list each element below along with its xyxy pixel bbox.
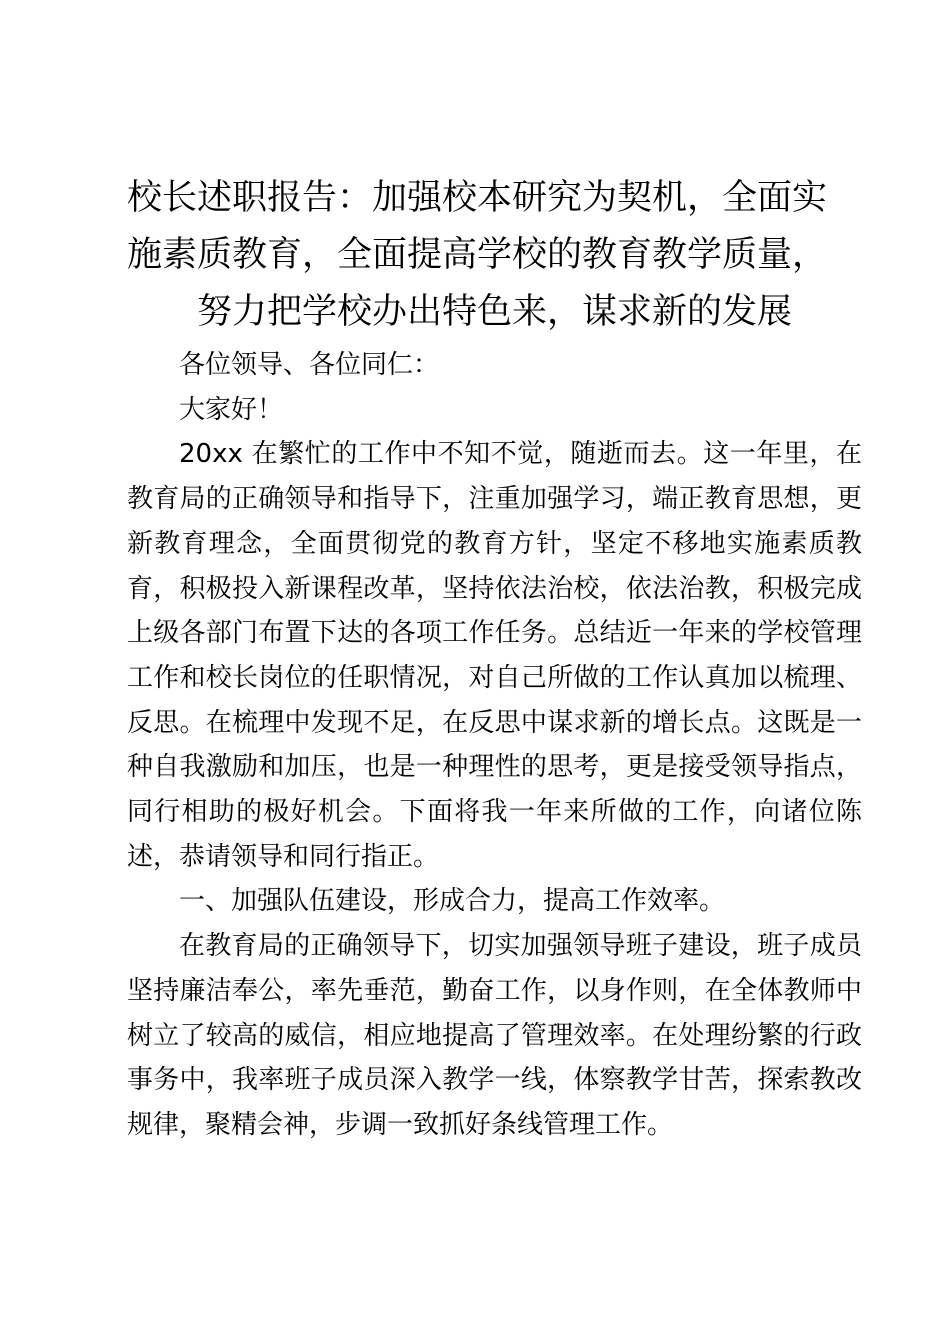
title-line-3: 努力把学校办出特色来，谋求新的发展 — [196, 292, 792, 332]
document-title — [127, 170, 862, 341]
section-1-heading: 一、加强队伍建设，形成合力，提高工作效率。 — [179, 886, 726, 917]
document-body — [127, 170, 862, 1148]
intro-paragraph: 20xx 在繁忙的工作中不知不觉，随逝而去。这一年里，在教育局的正确领导和指导下，注重加强学习，端正教育思想，更新教育理念，全面贯彻党的教育方针，坚定不移地实施素质教育，积极投入新课程改革，坚持依法治校，依法治教，积极完成上级各部门布置下达的各项工作任务。总结近一年来的学校管理工作和校长岗位的任职情况，对自己所做的工作认真加以梳理、反思。在梳理中发现不足，在反思中谋求新的增长点。这既是一种自我激励和加压，也是一种理性的思考，更是接受领导指点，同行相助的极好机会。下面将我一年来所做的工作，向诸位陈述，恭请领导和同行指正。 — [127, 439, 862, 872]
salutation: 各位领导、各位同仁： — [179, 350, 440, 380]
title-line-2: 施素质教育，全面提高学校的教育教学质量， — [127, 235, 828, 275]
section-1-paragraph: 在教育局的正确领导下，切实加强领导班子建设，班子成员坚持廉洁奉公，率先垂范，勤奋工作，以身作则，在全体教师中树立了较高的威信，相应地提高了管理效率。在处理纷繁的行政事务中，我率班子成员深入教学一线，体察教学甘苦，探索教改规律，聚精会神，步调一致抓好条线管理工作。 — [127, 931, 862, 1140]
title-line-1: 校长述职报告：加强校本研究为契机，全面实 — [127, 178, 828, 218]
greeting: 大家好！ — [179, 394, 284, 425]
